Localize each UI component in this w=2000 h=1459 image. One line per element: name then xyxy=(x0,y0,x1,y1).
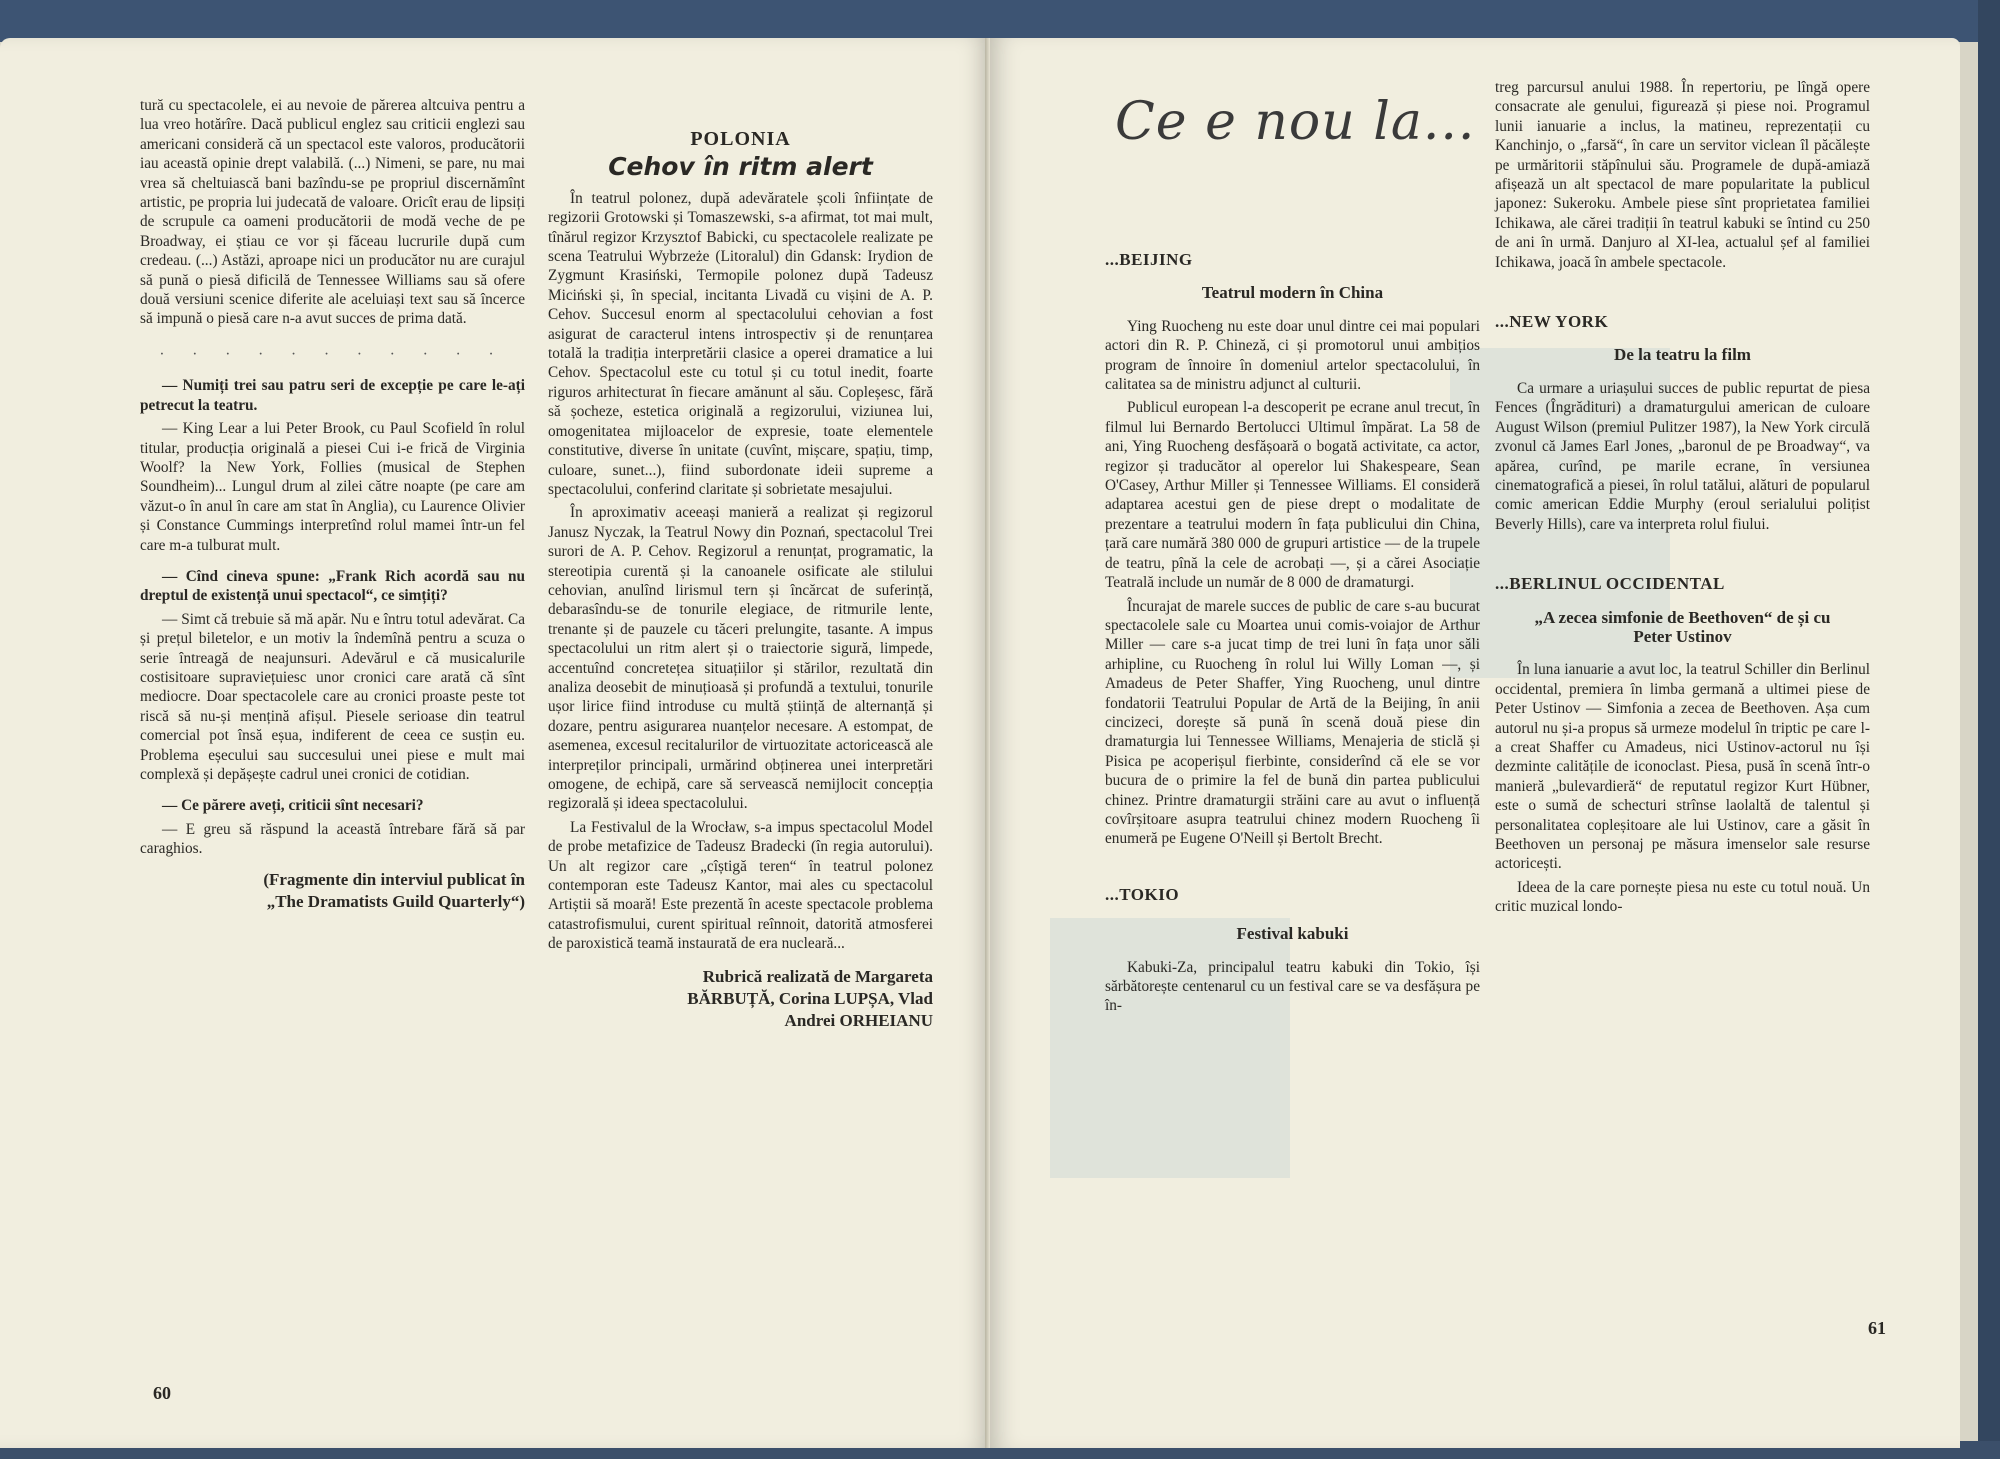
rubric-signature: Rubrică realizată de Margareta BĂRBUȚĂ, Corina LUPȘA, Vlad Andrei ORHEIANU xyxy=(687,966,933,1030)
article-paragraph: Ying Ruocheng nu este doar unul dintre cei mai populari actori din R. P. Chineză, ci și promotorul unui ambițios program de înnoire în domeniul artelor spectacolului, în calitatea sa de ministru adjunct al culturii. xyxy=(1105,317,1480,394)
city-heading-berlin: ...BERLINUL OCCIDENTAL xyxy=(1495,574,1725,594)
article-paragraph: În luna ianuarie a avut loc, la teatrul Schiller din Berlinul occidental, premiera în limba germană a ultimei piese de Peter Ustinov — Simfonia a zecea de Beethoven. Așa cum autorul nu și-a propus să urmeze modelul în triptic pe care l-a creat Shaffer cu Amadeus, nici Ustinov-actorul nu își dezminte calitățile de iconoclast. Piesa, pusă în scenă într-o manieră „bulevardieră“ de reputatul regizor Kurt Hübner, este o sumă de schecturi strînse laolaltă de talentul și personalitatea copleșitoare ale lui Ustinov, care a găsit în Beethoven un personaj pe măsura imenselor sale resurse actoricești. xyxy=(1495,661,1870,873)
left-page xyxy=(0,38,990,1448)
article-paragraph: Ideea de la care pornește piesa nu este cu totul nouă. Un critic muzical londo- xyxy=(1495,878,1870,916)
article-paragraph: Publicul european l-a descoperit pe ecrane anul trecut, în filmul lui Bernardo Bertolucci Ultimul împărat. La 58 de ani, Ying Ruocheng desfășoară o bogată activitate, ca actor, regizor și traducător al operelor lui Shakespeare, Sean O'Casey, Arthur Miller și Tennessee Williams. El consideră adaptarea acestui gen de piese drept o modalitate de prezentare a teatrului modern în fața publicului din China, țară care numără 380 000 de grupuri artistice — de la trupele de teatru, pînă la cele de acrobați —, și a cărei Asociație Teatrală include un număr de 8 000 de dramaturgi. xyxy=(1105,399,1480,592)
article-paragraph: În aproximativ aceeași manieră a realizat și regizorul Janusz Nyczak, la Teatrul Nowy din Poznań, spectacolul Trei surori de A. P. Cehov. Regizorul a renunțat, programatic, la stereotipia curentă și la canoanele osificate ale stilului cehovian, anulînd lirismul tern și încărcat de suferință, debarasîndu-se de tonurile elegiace, de ritmurile lente, trenante și de pauzele cu tăceri prelungite, tasante. A impus spectacolului un ritm alert și o traiectorie sigură, limpede, accentuînd concretețea situațiilor și stărilor, rezultată din analiza deosebit de minuțioasă și profundă a textului, tonurile ușor lirice fiind introduse cu multă știință de alternanță și dozare, pentru asigurarea nuanțelor necesare. A estompat, de asemenea, excesul recitalurilor de virtuozitate actoricească ale interpreților principali, urmărind obținerea unei interpretări omogene, de echipă, care să servească nemijlocit concepția regizorală și ideea spectacolului. xyxy=(548,504,933,813)
article-paragraph: La Festivalul de la Wrocław, s-a impus spectacolul Model de probe metafizice de Tadeusz Bradecki (în regia autorului). Un alt regizor care „cîștigă teren“ în teatrul polonez contemporan este Tadeusz Kantor, mai ales cu spectacolul Artiștii să moară! Este prezentă în aceste spectacole problema catastrofismului, curent spiritual reînnoit, datorită atmosferei de paroxistică teamă instaurată de era nucleară... xyxy=(548,818,933,953)
article-title-beijing: Teatrul modern în China xyxy=(1201,283,1384,303)
left-page-column-1 xyxy=(140,96,525,913)
article-title-berlin: „A zecea simfonie de Beethoven“ de și cu Peter Ustinov xyxy=(1534,607,1831,646)
interview-answer: — King Lear a lui Peter Brook, cu Paul Scofield în rolul titular, producția originală a piesei Cui i-e frică de Virginia Woolf? la New York, Follies (musical de Stephen Soundheim)... Lungul drum al zilei către noapte (pe care am văzut-o în anul în care am stat în Anglia), cu Laurence Olivier și Constance Cummings interpretînd rolul mamei într-un fel care m-a tulburat mult. xyxy=(140,420,525,554)
book-cover-top-edge xyxy=(0,0,2000,42)
right-page-column-2 xyxy=(1495,78,1870,921)
interview-question: — Numiți trei sau patru seri de excepție pe care le-ați petrecut la teatru. xyxy=(140,377,525,414)
interview-source-signature: (Fragmente din interviul publicat în „The Dramatists Guild Quarterly“) xyxy=(263,869,525,911)
article-title-tokio: Festival kabuki xyxy=(1236,924,1349,944)
section-title-polonia: POLONIA xyxy=(690,128,791,150)
interview-paragraph: tură cu spectacolele, ei au nevoie de părerea altcuiva pentru a lua vreo hotărîre. Dacă publicul englez sau criticii englezi sau americani consideră că un spectacol este valoros, producătorii iau această opinie drept valabilă. (...) Nimeni, se pare, nu mai vrea să cheltuiască bani bazîndu-se pe propriul discernămînt artistic, pe propria lui judecată de valoare. Oricît erau de lipsiți de scrupule ca oameni producătorii de modă veche de pe Broadway, ei știau ce vor și făceau lucrurile după cum credeau. (...) Astăzi, aproape nici un producător nu are curajul să pună o piesă dificilă de Tennessee Williams sau să ofere două versiuni scenice diferite ale aceluiași text sau să încerce să impună o piesă care n-a avut succes de prima dată. xyxy=(140,97,525,328)
article-title-new-york: De la teatru la film xyxy=(1614,345,1751,365)
book-cover-right-edge xyxy=(1978,0,2000,1459)
interview-answer: — Simt că trebuie să mă apăr. Nu e întru totul adevărat. Ca și prețul biletelor, e un motiv la îndemînă pentru a scuza o serie întreagă de neajunsuri. Adevărul e că musicalurile costisitoare supraviețuiesc unor cronici care arată că sînt mediocre. Doar spectacolele care au cronici proaste peste tot riscă să nu-și mențină afișul. Piesele serioase din teatrul comercial pot însă eșua, indiferent de ceea ce susțin eu. Problema eșecului sau succesului unei piese e mult mai complexă și depășește cadrul unei cronici de cotidian. xyxy=(140,610,525,783)
page-number: 60 xyxy=(153,1383,171,1403)
article-paragraph: Încurajat de marele succes de public de care s-au bucurat spectacolele sale cu Moartea unui comis-voiajor de Arthur Miller — care s-a jucat timp de trei luni în fața unor săli arhipline, cu Ruocheng în rolul lui Willy Loman —, și Amadeus de Peter Shaffer, Ying Ruocheng, unul dintre fondatorii Teatrului Popular de Artă de la Beijing, în anii cincizeci, dorește să pună în scenă două piese din dramaturgia lui Tennessee Williams, Menajeria de sticlă și Pisica pe acoperișul fierbinte, considerînd că ele se vor bucura de o primire la fel de bună din partea publicului chinez. Printre dramaturgii străini care au avut o influență covîrșitoare asupra teatrului chinez modern Ruocheng îi enumeră pe Eugene O'Neill și Bertolt Brecht. xyxy=(1105,597,1480,848)
page-number: 61 xyxy=(1868,1318,1886,1338)
page-heading: Ce e nou la... xyxy=(1115,92,1476,152)
city-heading-new-york: ...NEW YORK xyxy=(1495,312,1609,332)
article-paragraph: Kabuki-Za, principalul teatru kabuki din Tokio, își sărbătorește centenarul cu un festival care se va desfășura pe în- xyxy=(1105,958,1480,1015)
city-heading-tokio: ...TOKIO xyxy=(1105,884,1180,904)
city-heading-beijing: ...BEIJING xyxy=(1105,250,1193,269)
article-paragraph: În teatrul polonez, după adevăratele școli înființate de regizorii Grotowski și Tomaszewski, s-a afirmat, tot mai mult, tînărul regizor Krzysztof Babicki, cu spectacolele realizate pe scena Teatrului Wybrzeże (Litoralul) din Gdansk: Irydion de Zygmunt Krasiński, Termopile polonez după Tadeusz Miciński și, în special, incitanta Livadă cu vișini de A. P. Cehov. Succesul enorm al spectacolului cehovian a fost asigurat de caracterul intens introspectiv și de renunțarea totală la tradiția interpretării clasice a operei dramatice a lui Cehov. Spectacolul este cu totul și cu totul inedit, foarte riguros arhitecturat în fiecare amănunt al său. Copleșesc, fără să șocheze, estetica originală a regizorului, viziunea lui, omogenitatea mijloacelor de expresie, toate elementele constitutive, diverse în unitate (cuvînt, mișcare, spațiu, timp, culoare, sunet...), fiind subordonate ideii supreme a spectacolului, conferind claritate și sobrietate mesajului. xyxy=(548,189,933,498)
article-paragraph: treg parcursul anului 1988. În repertoriu, pe lîngă opere consacrate ale genului, figurează și piese noi. Programul lunii ianuarie a inclus, la matineu, reprezentații cu Kanchinjo, o „farsă“, în care un servitor viclean îl păcălește pe urmăritorii stăpînului său. Programele de după-amiază afișează un alt spectacol de mare popularitate la publicul japonez: Sukeroku. Ambele piese sînt proprietatea familiei Ichikawa, ale cărei tradiții în teatrul kabuki se întind cu 250 de ani în urmă. Danjuro al XI-lea, actualul șef al familiei Ichikawa, joacă în ambele spectacole. xyxy=(1495,79,1870,271)
interview-question: — Ce părere aveți, criticii sînt necesari? xyxy=(162,797,424,815)
left-page-column-2 xyxy=(548,130,933,1032)
interview-question: — Cînd cineva spune: „Frank Rich acordă sau nu dreptul de existență unui spectacol“, ce simțiți? xyxy=(140,567,525,605)
article-paragraph: Ca urmare a uriașului succes de public repurtat de piesa Fences (Îngrădituri) a dramaturgului american de culoare August Wilson (premiul Pulitzer 1987), la New York circulă zvonul că James Earl Jones, „baronul de pe Broadway“, va apărea, curînd, pe marile ecrane, în versiunea cinematografică a piesei, în rolul tatălui, alături de popularul comic american Eddie Murphy (eroul serialului polițist Beverly Hills), care va interpreta rolul fiului. xyxy=(1495,379,1870,533)
article-title: Cehov în ritm alert xyxy=(608,152,873,182)
right-page-column-1 xyxy=(1105,250,1480,1020)
section-divider-dots: · · · · · · · · · · · xyxy=(159,345,506,363)
interview-answer: — E greu să răspund la această întrebare fără să par caraghios. xyxy=(140,820,525,858)
